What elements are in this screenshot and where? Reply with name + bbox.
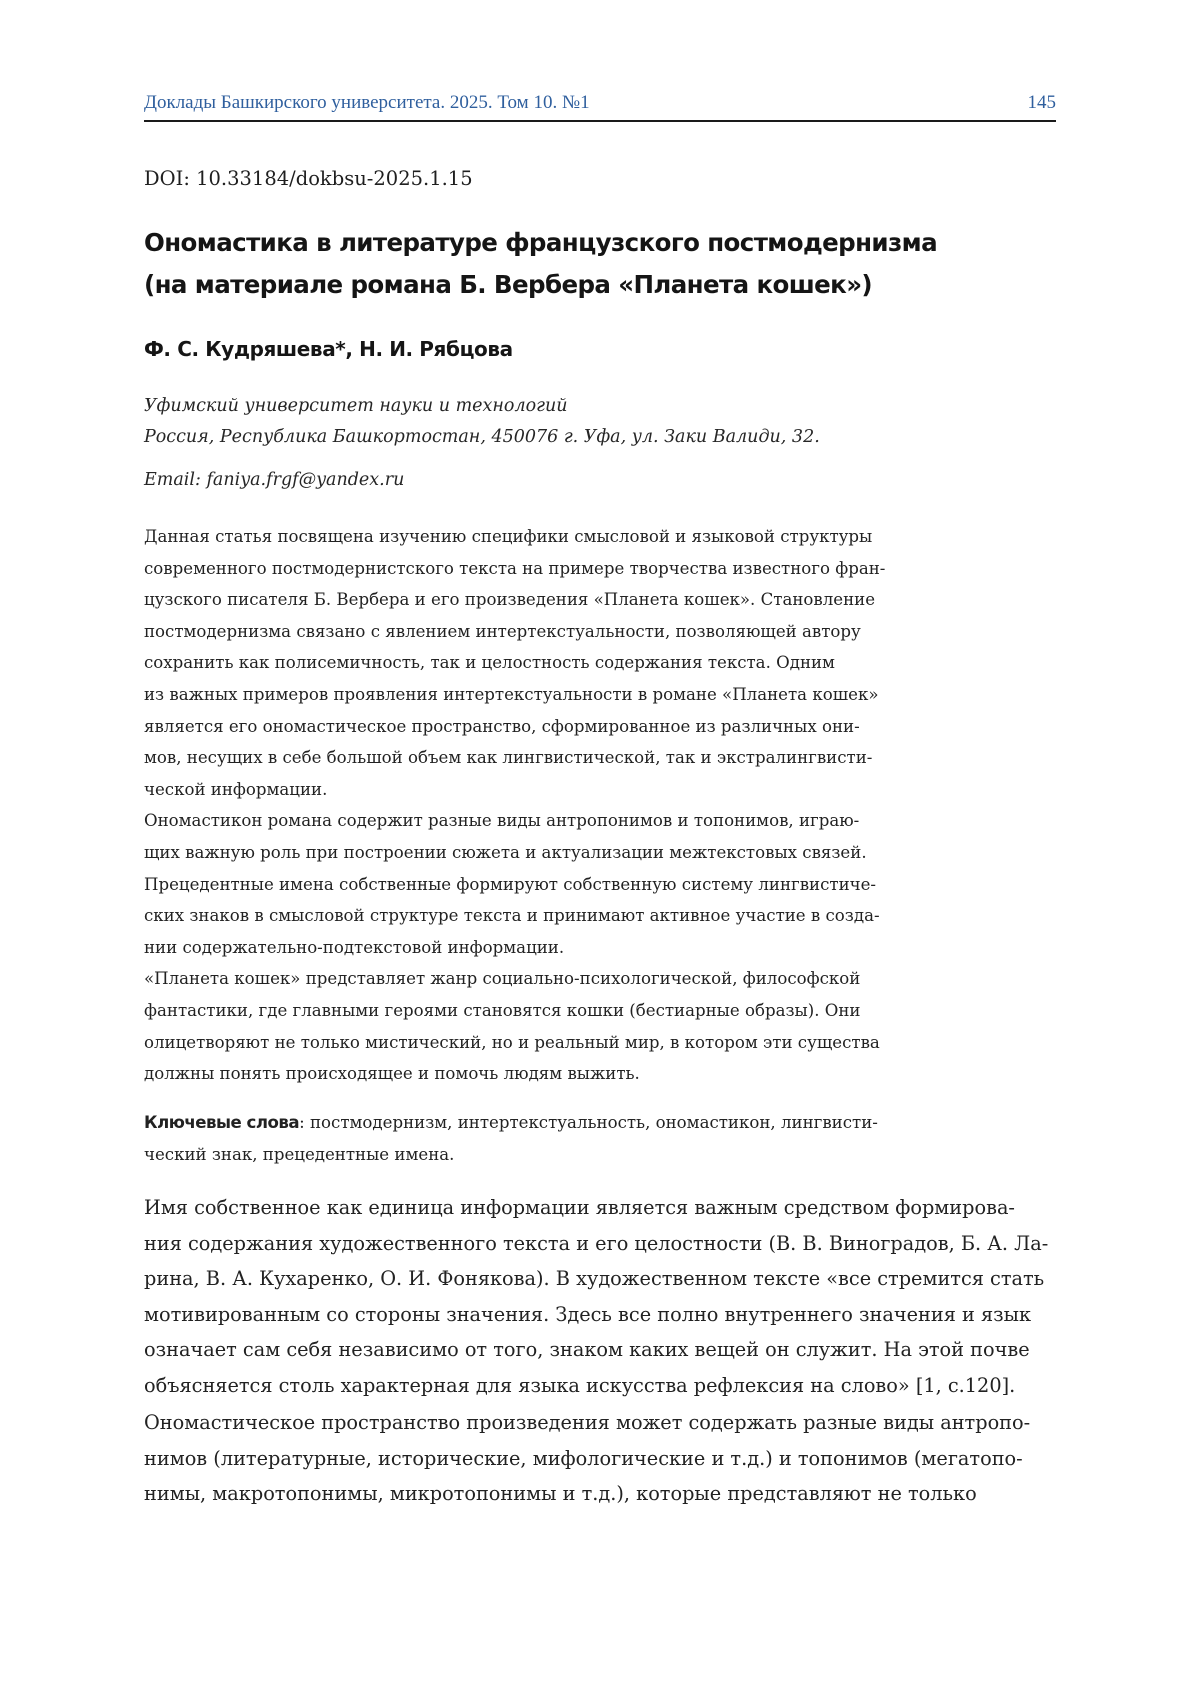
keywords-line — [144, 1107, 944, 1139]
abstract-line: Прецедентные имена собственные формируют собственную систему лингвистиче- — [144, 869, 944, 901]
abstract-line: олицетворяют не только мистический, но и реальный мир, в котором эти существа — [144, 1027, 944, 1059]
abstract-line: ческой информации. — [144, 774, 944, 806]
article-title-line: (на материале романа Б. Вербера «Планета кошек») — [144, 264, 1056, 306]
body-line: нимы, макротопонимы, микротопонимы и т.д.), которые представляют не только — [144, 1476, 1056, 1512]
abstract-line: «Планета кошек» представляет жанр социально-психологической, философской — [144, 963, 944, 995]
body-paragraph-2 — [144, 1405, 1056, 1512]
keywords-label: Ключевые слова — [144, 1113, 299, 1132]
body-paragraph-1 — [144, 1190, 1056, 1404]
body-line: Имя собственное как единица информации является важным средством формирова- — [144, 1190, 1056, 1226]
body-line: объясняется столь характерная для языка искусства рефлексия на слово» [1, с.120]. — [144, 1368, 1056, 1404]
abstract-line: фантастики, где главными героями становятся кошки (бестиарные образы). Они — [144, 995, 944, 1027]
body-line: рина, В. А. Кухаренко, О. И. Фонякова). В художественном тексте «все стремится стать — [144, 1261, 1056, 1297]
body-line: мотивированным со стороны значения. Здесь все полно внутреннего значения и язык — [144, 1297, 1056, 1333]
doi: DOI: 10.33184/dokbsu-2025.1.15 — [144, 167, 473, 190]
article-title-line: Ономастика в литературе французского постмодернизма — [144, 222, 1056, 264]
abstract-line: Данная статья посвящена изучению специфики смысловой и языковой структуры — [144, 521, 944, 553]
abstract-line: из важных примеров проявления интертекстуальности в романе «Планета кошек» — [144, 679, 944, 711]
body-line: нимов (литературные, исторические, мифологические и т.д.) и топонимов (мегатопо- — [144, 1441, 1056, 1477]
abstract-line: современного постмодернистского текста на примере творчества известного фран- — [144, 553, 944, 585]
email: Email: faniya.frgf@yandex.ru — [144, 470, 404, 490]
abstract-line: Ономастикон романа содержит разные виды антропонимов и топонимов, играю- — [144, 805, 944, 837]
page-number: 145 — [1028, 92, 1057, 114]
abstract-line: является его ономастическое пространство, сформированное из различных они- — [144, 711, 944, 743]
keywords — [144, 1107, 944, 1170]
abstract-line: сохранить как полисемичность, так и целостность содержания текста. Одним — [144, 647, 944, 679]
keywords-line: ческий знак, прецедентные имена. — [144, 1139, 944, 1171]
abstract-line: нии содержательно-подтекстовой информации. — [144, 932, 944, 964]
running-header — [144, 90, 1056, 122]
affiliation — [144, 391, 820, 453]
abstract — [144, 521, 944, 1090]
abstract-line: цузского писателя Б. Вербера и его произведения «Планета кошек». Становление — [144, 584, 944, 616]
abstract-line: мов, несущих в себе большой объем как лингвистической, так и экстралингвисти- — [144, 742, 944, 774]
article-title — [144, 222, 1056, 306]
affiliation-line: Уфимский университет науки и технологий — [144, 391, 820, 422]
body-line: ния содержания художественного текста и его целостности (В. В. Виноградов, Б. А. Ла- — [144, 1226, 1056, 1262]
abstract-line: постмодернизма связано с явлением интертекстуальности, позволяющей автору — [144, 616, 944, 648]
abstract-line: щих важную роль при построении сюжета и актуализации межтекстовых связей. — [144, 837, 944, 869]
body-line: Ономастическое пространство произведения может содержать разные виды антропо- — [144, 1405, 1056, 1441]
authors: Ф. С. Кудряшева*, Н. И. Рябцова — [144, 337, 513, 361]
abstract-line: ских знаков в смысловой структуре текста и принимают активное участие в созда- — [144, 900, 944, 932]
affiliation-line: Россия, Республика Башкортостан, 450076 г. Уфа, ул. Заки Валиди, 32. — [144, 422, 820, 453]
journal-citation: Доклады Башкирского университета. 2025. Том 10. №1 — [144, 92, 590, 114]
abstract-line: должны понять происходящее и помочь людям выжить. — [144, 1058, 944, 1090]
keywords-text: : постмодернизм, интертекстуальность, ономастикон, лингвисти- — [299, 1113, 878, 1132]
body-line: означает сам себя независимо от того, знаком каких вещей он служит. На этой почве — [144, 1332, 1056, 1368]
